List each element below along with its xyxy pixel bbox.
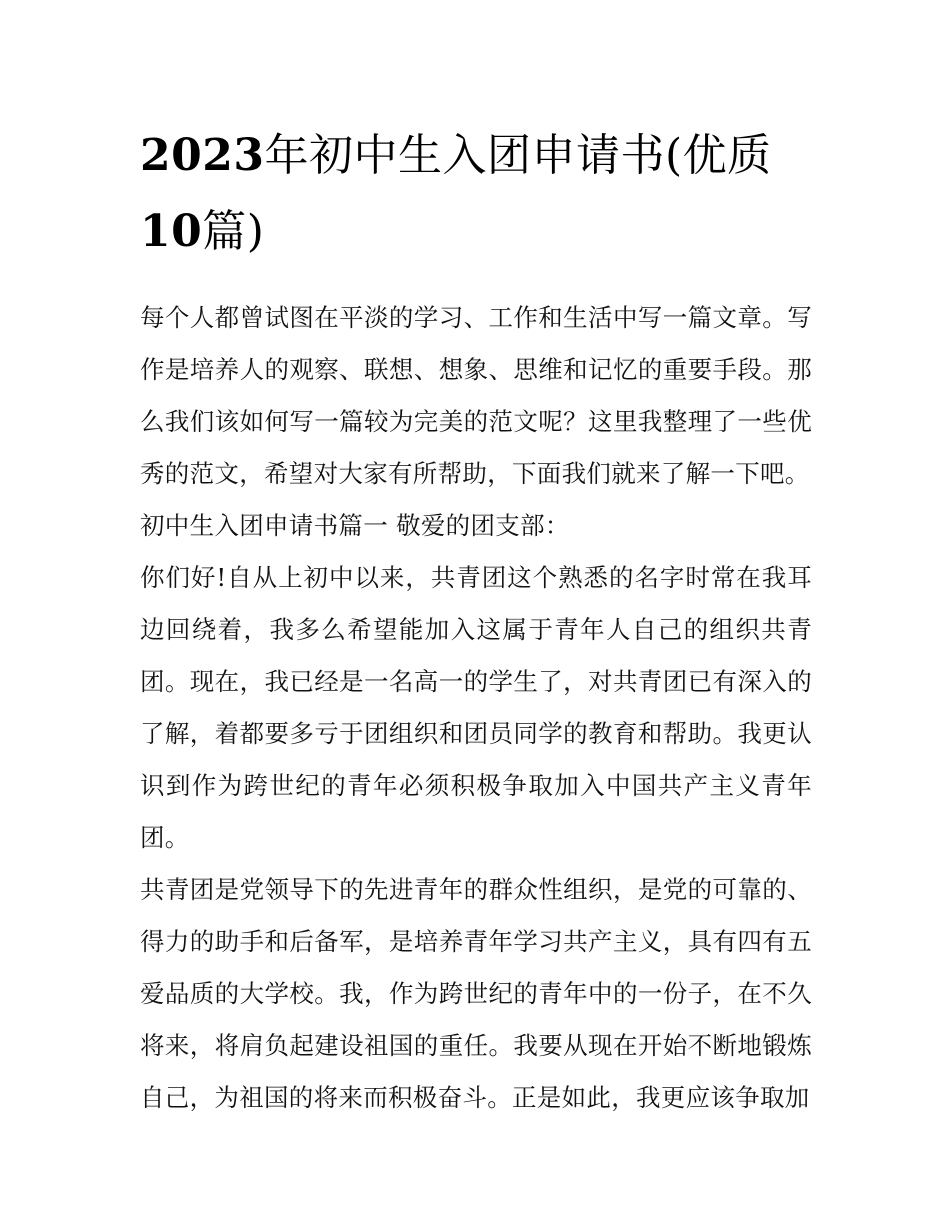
title-text: 年初中生入团申请书(优质 (264, 130, 772, 181)
title-count: 10 (140, 206, 203, 257)
document-body (140, 292, 812, 1124)
document-page (140, 118, 812, 1124)
title-suffix: 篇) (202, 206, 265, 257)
intro-paragraph: 每个人都曾试图在平淡的学习、工作和生活中写一篇文章。写作是培养人的观察、联想、想象、思维和记忆的重要手段。那么我们该如何写一篇较为完美的范文呢？这里我整理了一些优秀的范文，希望对大家有所帮助，下面我们就来了解一下吧。 (140, 303, 812, 488)
section-heading-salutation: 初中生入团申请书篇一 敬爱的团支部： (140, 511, 570, 540)
title-year: 2023 (140, 130, 265, 181)
body-paragraph-1: 你们好!自从上初中以来，共青团这个熟悉的名字时常在我耳边回绕着，我多么希望能加入这属于青年人自己的组织共青团。现在，我已经是一名高一的学生了，对共青团已有深入的了解，着都要多亏于团组织和团员同学的教育和帮助。我更认识到作为跨世纪的青年必须积极争取加入中国共产主义青年团。 (140, 563, 812, 852)
body-paragraph-2: 共青团是党领导下的先进青年的群众性组织，是党的可靠的、得力的助手和后备军，是培养青年学习共产主义，具有四有五爱品质的大学校。我，作为跨世纪的青年中的一份子，在不久将来，将肩负起建设祖国的重任。我要从现在开始不断地锻炼自己，为祖国的将来而积极奋斗。正是如此，我更应该争取加 (140, 875, 812, 1112)
document-title (140, 118, 812, 270)
